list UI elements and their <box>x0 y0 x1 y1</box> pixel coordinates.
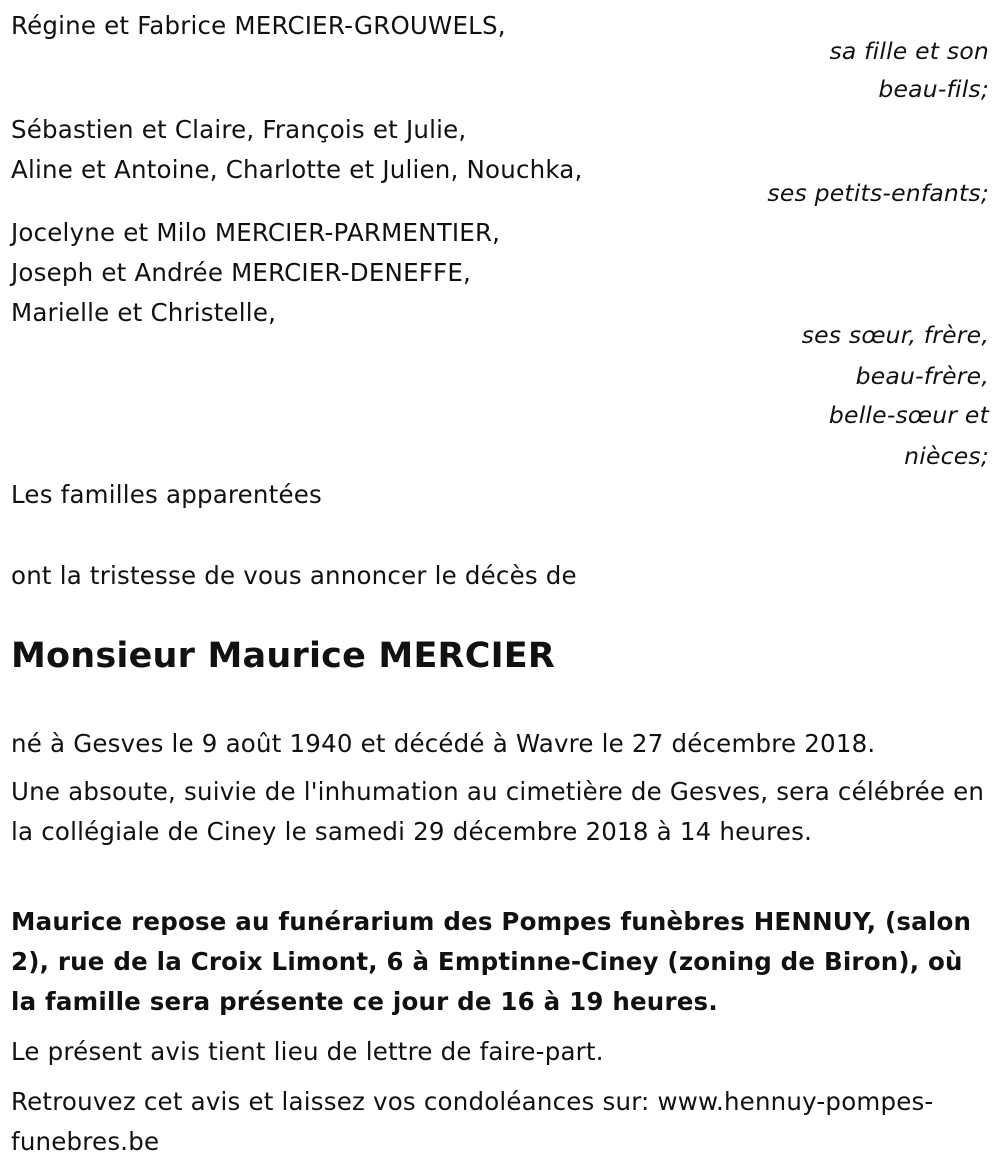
grandchildren-line-1: Sébastien et Claire, François et Julie, <box>11 115 467 144</box>
website-text: Retrouvez cet avis et laissez vos condoléances sur: www.hennuy-pompes-funebres.be <box>11 1087 934 1156</box>
deceased-name: Monsieur Maurice MERCIER <box>11 636 556 676</box>
siblings-role-line-1: ses sœur, frère, <box>801 321 989 349</box>
daughter-role-line-2: beau-fils; <box>878 75 989 103</box>
siblings-role-line-2: beau-frère, <box>855 362 989 390</box>
announcement-text: ont la tristesse de vous annoncer le décès de <box>11 561 577 590</box>
siblings-role-line-4: nièces; <box>904 442 989 470</box>
related-families: Les familles apparentées <box>11 480 322 509</box>
notice-text: Le présent avis tient lieu de lettre de faire-part. <box>11 1037 604 1066</box>
daughter-names: Régine et Fabrice MERCIER-GROUWELS, <box>11 11 506 40</box>
siblings-role-line-3: belle-sœur et <box>828 401 989 429</box>
daughter-role-line-1: sa fille et son <box>829 37 989 65</box>
funerarium-text: Maurice repose au funérarium des Pompes funèbres HENNUY, (salon 2), rue de la Croix Limont, 6 à Emptinne-Ciney (zoning de Biron), où la famille sera présente ce jour de 16 à 19 heures. <box>11 907 972 1016</box>
ceremony-text: Une absoute, suivie de l'inhumation au cimetière de Gesves, sera célébrée en la collégiale de Ciney le samedi 29 décembre 2018 à 14 heures. <box>11 777 985 846</box>
siblings-line-3: Marielle et Christelle, <box>11 298 277 327</box>
grandchildren-role: ses petits-enfants; <box>767 179 989 207</box>
birth-death-text: né à Gesves le 9 août 1940 et décédé à Wavre le 27 décembre 2018. <box>11 729 876 758</box>
grandchildren-line-2: Aline et Antoine, Charlotte et Julien, Nouchka, <box>11 155 583 184</box>
siblings-line-2: Joseph et Andrée MERCIER-DENEFFE, <box>11 258 472 287</box>
siblings-line-1: Jocelyne et Milo MERCIER-PARMENTIER, <box>11 218 501 247</box>
